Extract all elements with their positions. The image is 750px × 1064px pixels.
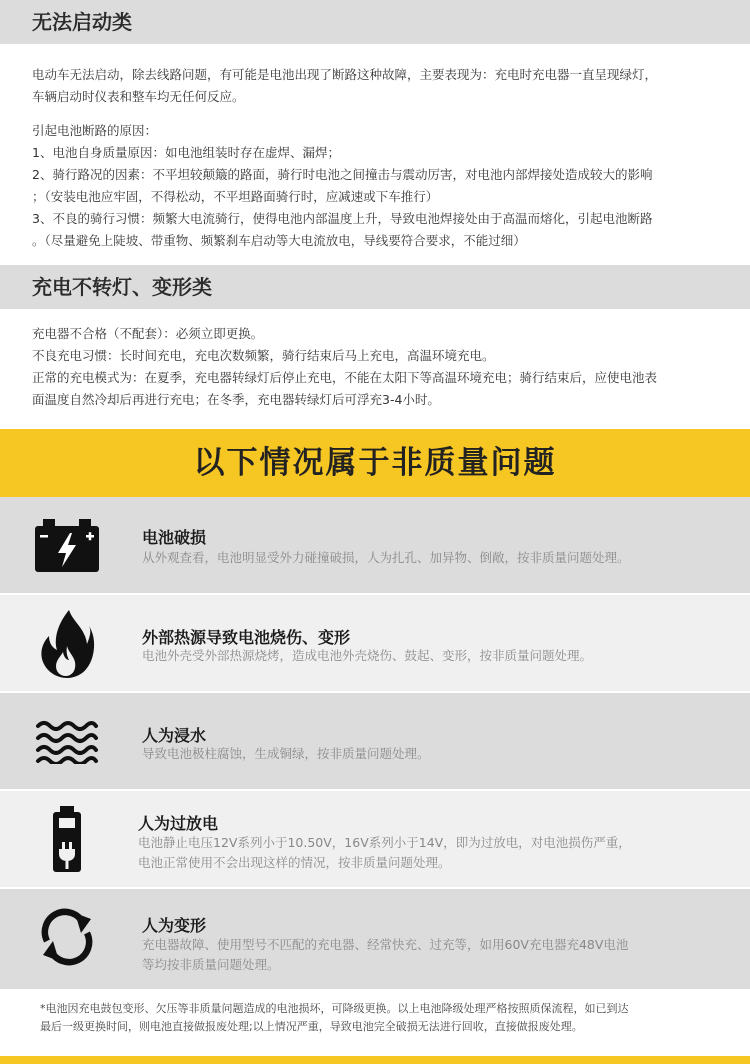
item-desc-line: 充电器故障、使用型号不匹配的充电器、经常快充、过充等，如用60V充电器充48V电池 — [142, 937, 629, 952]
cause-item: 1、电池自身质量原因：如电池组装时存在虚焊、漏焊； — [32, 145, 340, 160]
cause-item: 3、不良的骑行习惯：频繁大电流骑行，使得电池内部温度上升，导致电池焊接处由于高温而熔化，引起电池断路 — [32, 211, 653, 226]
item-desc-line: 等均按非质量问题处理。 — [142, 957, 280, 972]
body-line: 正常的充电模式为：在夏季，充电器转绿灯后停止充电，不能在太阳下等高温环境充电；骑行结束后，应使电池表 — [32, 370, 658, 385]
battery-plug-icon — [30, 805, 104, 873]
item-desc-line: 电池正常使用不会出现这样的情况，按非质量问题处理。 — [138, 855, 451, 870]
section-title: 无法启动类 — [32, 10, 132, 34]
item-external-heat — [0, 595, 750, 691]
water-waves-icon — [30, 707, 104, 775]
item-desc-line: 从外观查看，电池明显受外力碰撞破损，人为扎孔、加异物、倒敞，按非质量问题处理。 — [142, 550, 630, 565]
item-title: 人为浸水 — [142, 726, 207, 745]
section2-body — [32, 323, 722, 411]
section-title: 充电不转灯、变形类 — [32, 275, 212, 299]
item-deformation — [0, 889, 750, 989]
section-header-charging — [0, 265, 750, 309]
item-over-discharge — [0, 791, 750, 887]
footnote — [40, 1000, 720, 1036]
cause-item: 。（尽量避免上陡坡、带重物、频繁刹车启动等大电流放电，导线要符合要求，不能过细） — [32, 233, 526, 248]
section1-body — [32, 64, 722, 252]
item-desc — [142, 548, 722, 568]
refresh-cycle-icon — [30, 903, 104, 971]
item-desc — [138, 833, 718, 873]
item-desc — [142, 935, 722, 975]
bottom-accent-bar — [0, 1056, 750, 1064]
cause-item: 2、骑行路况的因素：不平坦较颠簸的路面，骑行时电池之间撞击与震动厉害，对电池内部焊接处造成较大的影响 — [32, 167, 653, 182]
footnote-line: 最后一级更换时间，则电池直接做报废处理;以上情况严重，导致电池完全破损无法进行回收，直接做报废处理。 — [40, 1020, 583, 1033]
intro-line: 电动车无法启动，除去线路问题，有可能是电池出现了断路这种故障，主要表现为：充电时充电器一直呈现绿灯， — [32, 67, 658, 82]
fire-icon — [30, 609, 104, 677]
item-title: 电池破损 — [142, 528, 207, 547]
intro-line: 车辆启动时仪表和整车均无任何反应。 — [32, 89, 245, 104]
item-battery-damage — [0, 497, 750, 593]
banner-title: 以下情况属于非质量问题 — [193, 445, 557, 481]
battery-damage-icon — [30, 511, 104, 579]
item-water-immersion — [0, 693, 750, 789]
item-desc-line: 电池外壳受外部热源烧烤，造成电池外壳烧伤、鼓起、变形，按非质量问题处理。 — [142, 648, 593, 663]
body-line: 不良充电习惯：长时间充电，充电次数频繁，骑行结束后马上充电，高温环境充电。 — [32, 348, 495, 363]
body-line: 面温度自然冷却后再进行充电；在冬季，充电器转绿灯后可浮充3-4小时。 — [32, 392, 440, 407]
body-line: 充电器不合格（不配套）：必须立即更换。 — [32, 326, 264, 341]
item-desc — [142, 744, 722, 764]
item-title: 人为变形 — [142, 916, 207, 935]
cause-item: ；（安装电池应牢固，不得松动，不平坦路面骑行时，应减速或下车推行） — [32, 189, 439, 204]
section-header-no-start — [0, 0, 750, 44]
item-desc-line: 导致电池极柱腐蚀，生成铜绿，按非质量问题处理。 — [142, 746, 430, 761]
item-title: 人为过放电 — [138, 814, 219, 833]
item-title: 外部热源导致电池烧伤、变形 — [142, 628, 351, 647]
item-desc-line: 电池静止电压12V系列小于10.50V，16V系列小于14V，即为过放电，对电池损伤严重， — [138, 835, 631, 850]
causes-heading: 引起电池断路的原因： — [32, 123, 158, 138]
footnote-line: *电池因充电鼓包变形、欠压等非质量问题造成的电池损坏，可降级更换。以上电池降级处理严格按照质保流程，如已到达 — [40, 1002, 629, 1015]
non-quality-banner — [0, 429, 750, 497]
item-desc — [142, 646, 722, 666]
